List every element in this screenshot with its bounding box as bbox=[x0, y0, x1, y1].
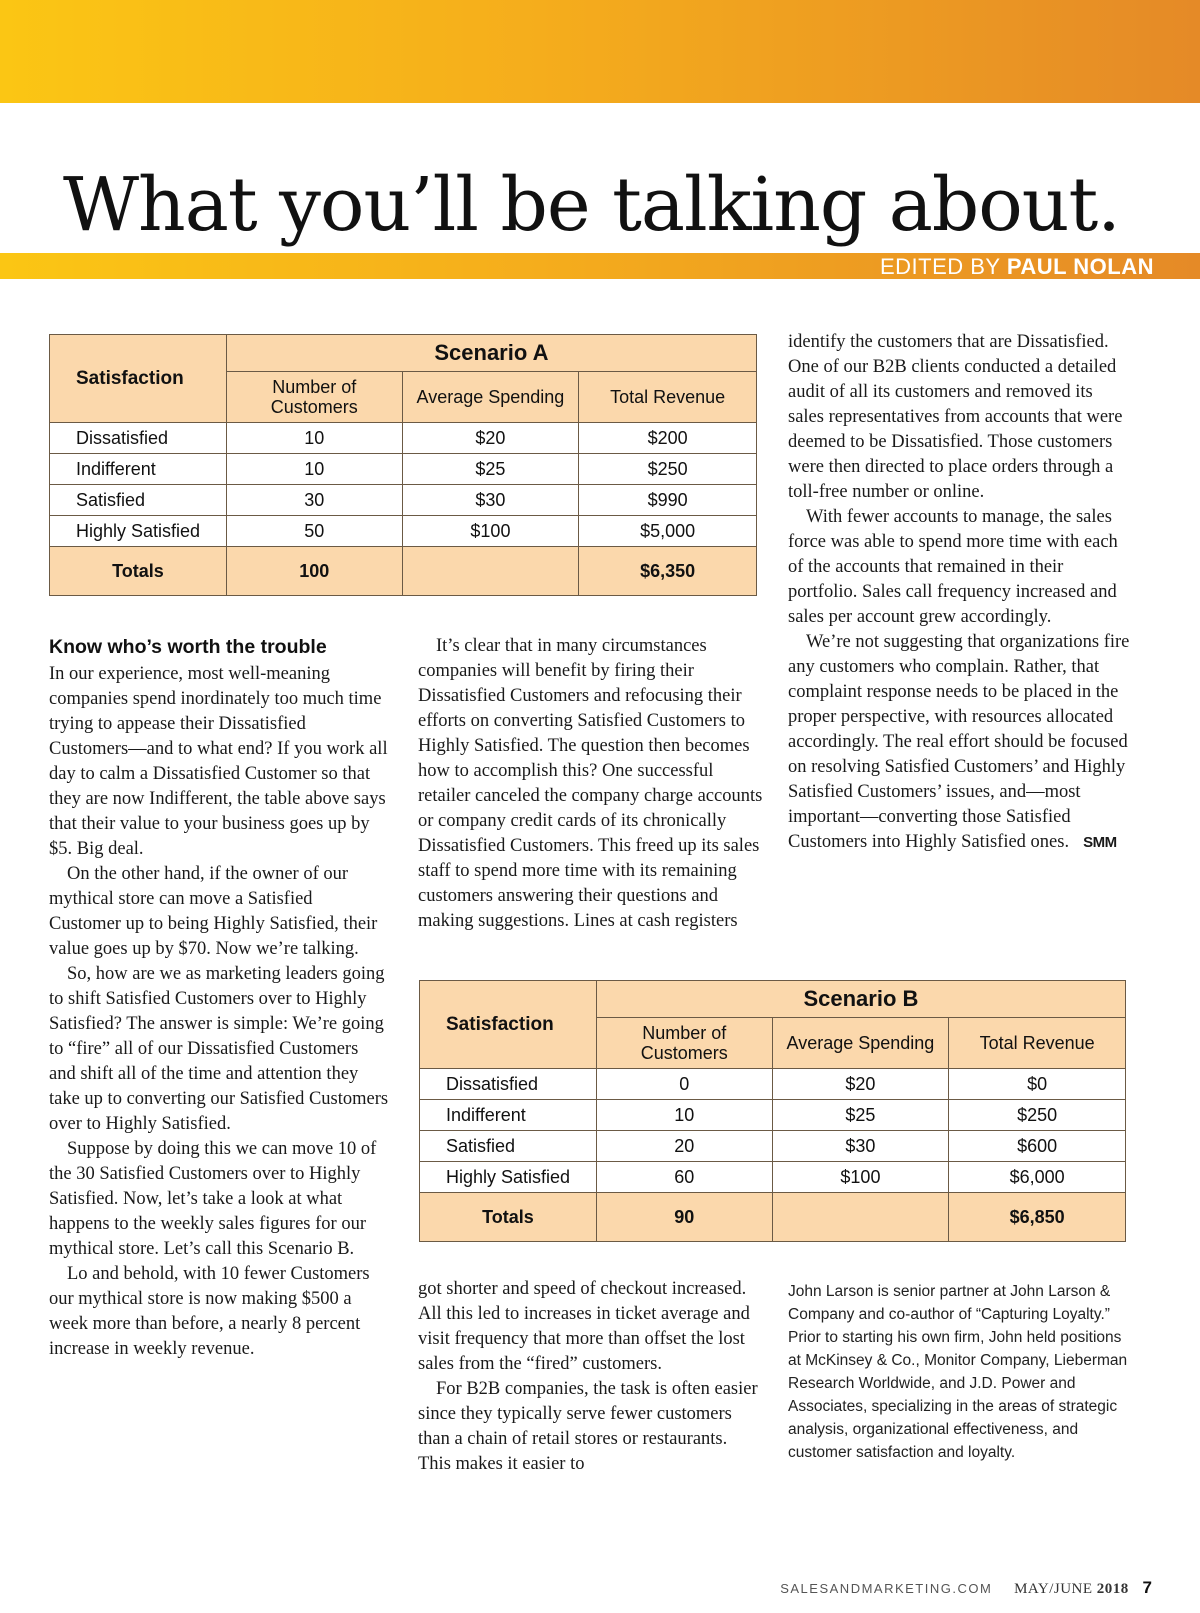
author-bio: John Larson is senior partner at John Larson & Company and co-author of “Capturing Loyalty.” Prior to starting his own firm, John held positions at McKinsey & Co., Monitor Company, Lieberman Research Worldwide, and J.D. Power and Associates, specializing in the areas of strategic analysis, organizational effectiveness, and customer satisfaction and loyalty. bbox=[788, 1283, 1128, 1461]
article-column-2-bottom bbox=[418, 1277, 763, 1477]
scenario-title: Scenario A bbox=[226, 335, 756, 372]
paragraph: Suppose by doing this we can move 10 of the 30 Satisfied Customers over to Highly Satisfied. Now, let’s take a look at what happens to the weekly sales figures for our mythical store. Let’s call this Scenario B. bbox=[49, 1139, 377, 1259]
footer-year: 2018 bbox=[1096, 1581, 1129, 1597]
footer-website: SALESANDMARKETING.COM bbox=[780, 1581, 993, 1596]
paragraph: With fewer accounts to manage, the sales force was able to spend more time with each of the accounts that remained in their portfolio. Sales call frequency increased and sales per account grew accordingly. bbox=[788, 507, 1118, 627]
totals-row: Totals 90 $6,850 bbox=[420, 1193, 1126, 1242]
paragraph: got shorter and speed of checkout increased. All this led to increases in ticket average and visit frequency that more than offset the lost sales from the “fired” customers. bbox=[418, 1279, 750, 1374]
paragraph: We’re not suggesting that organizations fire any customers who complain. Rather, that complaint response needs to be placed in the proper perspective, with resources allocated accordingly. The real effort should be focused on resolving Satisfied Customers’ and Highly Satisfied Customers’ issues, and—most important—converting those Satisfied Customers into Highly Satisfied ones. SMM bbox=[788, 632, 1130, 852]
scenario-a-table bbox=[49, 334, 757, 596]
page-headline: What you’ll be talking about. bbox=[63, 162, 1120, 248]
paragraph: In our experience, most well-meaning companies spend inordinately too much time trying to appease their Dissatisfied Customers—and to what end? If you work all day to calm a Dissatisfied Customer so that they are now Indifferent, the table above says that their value to your business goes up by $5. Big deal. bbox=[49, 664, 388, 859]
article-column-1 bbox=[49, 634, 389, 1362]
scenario-title: Scenario B bbox=[596, 981, 1125, 1018]
table-row: Indifferent 10 $25 $250 bbox=[50, 454, 757, 485]
table-row: Satisfied 20 $30 $600 bbox=[420, 1131, 1126, 1162]
paragraph: It’s clear that in many circumstances companies will benefit by firing their Dissatisfied Customers and refocusing their efforts on converting Satisfied Customers to Highly Satisfied. The question then becomes how to accomplish this? One successful retailer canceled the company charge accounts or company credit cards of its chronically Dissatisfied Customers. This freed up its sales staff to spend more time with its remaining customers answering their questions and making suggestions. Lines at cash registers bbox=[418, 636, 763, 931]
table-row: Dissatisfied 0 $20 $0 bbox=[420, 1069, 1126, 1100]
table-row: Highly Satisfied 60 $100 $6,000 bbox=[420, 1162, 1126, 1193]
spending-column-header: Average Spending bbox=[402, 372, 579, 423]
paragraph: For B2B companies, the task is often easier since they typically serve fewer customers than a chain of retail stores or restaurants. This makes it easier to bbox=[418, 1379, 758, 1474]
table-row: Satisfied 30 $30 $990 bbox=[50, 485, 757, 516]
revenue-column-header: Total Revenue bbox=[949, 1018, 1126, 1069]
section-subhead: Know who’s worth the trouble bbox=[49, 636, 327, 658]
edited-by-prefix: EDITED BY bbox=[879, 254, 1007, 279]
scenario-b-table bbox=[419, 980, 1126, 1242]
editor-name: PAUL NOLAN bbox=[1006, 254, 1154, 279]
customers-column-header: Number of Customers bbox=[596, 1018, 772, 1069]
table-row: Indifferent 10 $25 $250 bbox=[420, 1100, 1126, 1131]
spending-column-header: Average Spending bbox=[772, 1018, 949, 1069]
table-row: Highly Satisfied 50 $100 $5,000 bbox=[50, 516, 757, 547]
customers-column-header: Number of Customers bbox=[226, 372, 402, 423]
satisfaction-header: Satisfaction bbox=[420, 981, 597, 1069]
footer-issue: MAY/JUNE 2018 bbox=[1014, 1581, 1129, 1597]
paragraph: Lo and behold, with 10 fewer Customers our mythical store is now making $500 a week more than before, a nearly 8 percent increase in weekly revenue. bbox=[49, 1264, 370, 1359]
table-row: Dissatisfied 10 $20 $200 bbox=[50, 423, 757, 454]
page-number: 7 bbox=[1142, 1578, 1152, 1597]
edited-by-credit bbox=[880, 253, 1154, 279]
page-footer bbox=[780, 1578, 1152, 1598]
top-color-band bbox=[0, 0, 1200, 103]
paragraph: So, how are we as marketing leaders going to shift Satisfied Customers over to Highly Satisfied? The answer is simple: We’re going to “fire” all of our Dissatisfied Customers and shift all of the time and attention they take up to converting our Satisfied Customers over to Highly Satisfied. bbox=[49, 964, 389, 1134]
satisfaction-header: Satisfaction bbox=[50, 335, 227, 423]
totals-row: Totals 100 $6,350 bbox=[50, 547, 757, 596]
paragraph: identify the customers that are Dissatisfied. One of our B2B clients conducted a detailed audit of all its customers and removed its sales representatives from accounts that were deemed to be Dissatisfied. Those customers were then directed to place orders through a toll-free number or online. bbox=[788, 332, 1123, 502]
article-column-2-top bbox=[418, 634, 763, 934]
revenue-column-header: Total Revenue bbox=[579, 372, 757, 423]
end-mark-logo: SMM bbox=[1083, 834, 1117, 851]
article-column-3 bbox=[788, 330, 1133, 855]
paragraph: On the other hand, if the owner of our mythical store can move a Satisfied Customer up to being Highly Satisfied, their value goes up by $70. Now we’re talking. bbox=[49, 864, 378, 959]
